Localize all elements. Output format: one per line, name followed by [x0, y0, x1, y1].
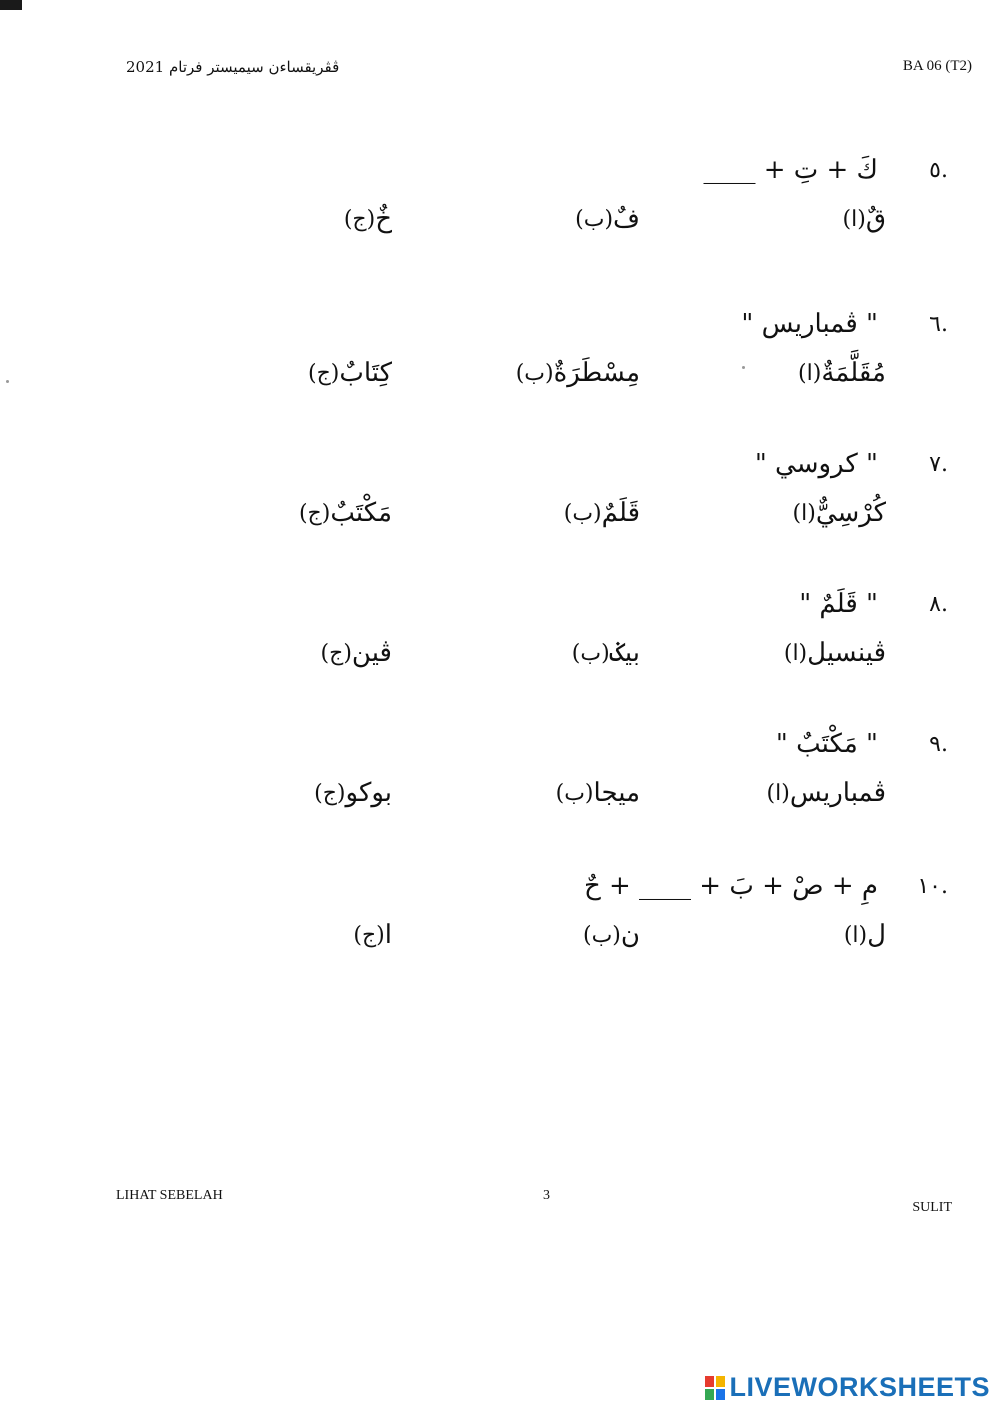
question-stem: " كروسي "	[754, 449, 878, 479]
option-text: ڤين	[351, 638, 392, 668]
header-title: ڤڤريقساءن سيميستر فرتام 2021	[126, 58, 340, 76]
question-number: .٨	[929, 591, 948, 617]
option-label: (ا)	[842, 206, 866, 232]
option-label: (ب)	[575, 206, 614, 232]
question-6	[128, 302, 948, 406]
option-text: ڤمباريس	[789, 778, 886, 808]
question-stem: " مَكْتَبٌ "	[775, 729, 878, 759]
question-number: .٩	[929, 731, 948, 757]
option-text: كُرْسِيٌّ	[815, 498, 886, 528]
option-label: (ا)	[766, 780, 790, 806]
option-text: بوكو	[345, 778, 392, 808]
option-label: (ب)	[563, 500, 602, 526]
liveworksheets-logo-icon	[705, 1376, 725, 1400]
option-b[interactable]	[559, 204, 640, 234]
option-c[interactable]	[305, 638, 392, 668]
option-label: (ب)	[583, 922, 621, 948]
option-text: مُقَلَّمَةٌ	[821, 358, 886, 388]
option-label: (ا)	[843, 922, 868, 948]
question-number: .٦	[929, 311, 948, 337]
page-number: 3	[543, 1188, 550, 1203]
option-label: (ج)	[308, 360, 340, 386]
option-text: قَلَمٌ	[601, 498, 640, 528]
option-text: كِتَابٌ	[339, 358, 392, 388]
question-stem: " قَلَمٌ "	[799, 589, 878, 619]
option-text: مِسْطَرَةٌ	[553, 358, 640, 388]
option-a[interactable]	[751, 778, 886, 808]
option-c[interactable]	[337, 920, 392, 950]
header-code: BA 06 (T2)	[902, 58, 972, 74]
option-text: ل	[867, 920, 886, 950]
scan-speck	[742, 366, 745, 369]
option-label: (ب)	[571, 640, 610, 666]
option-label: (ا)	[798, 360, 822, 386]
option-label: (ب)	[515, 360, 554, 386]
option-label: (ج)	[298, 500, 331, 526]
option-text: خٌ	[375, 204, 392, 234]
option-a[interactable]	[827, 204, 886, 234]
option-c[interactable]	[298, 778, 392, 808]
question-number: .٧	[929, 451, 948, 477]
option-label: (ب)	[555, 780, 594, 806]
question-5	[128, 148, 948, 252]
option-text: ن	[620, 920, 640, 950]
option-a[interactable]	[777, 498, 886, 528]
option-b[interactable]	[540, 778, 640, 808]
scan-edge-mark	[0, 0, 22, 10]
option-a[interactable]	[782, 358, 886, 388]
question-number: .١٠	[917, 873, 948, 899]
option-text: مَكْتَبٌ	[330, 498, 392, 528]
question-number: .٥	[929, 157, 948, 183]
option-text: ميجا	[593, 778, 640, 808]
question-8	[128, 582, 948, 686]
question-stem: " ڤمباريس "	[741, 309, 878, 339]
question-7	[128, 442, 948, 546]
option-label: (ج)	[314, 780, 346, 806]
option-c[interactable]	[292, 358, 392, 388]
option-b[interactable]	[500, 358, 640, 388]
option-label: (ج)	[320, 640, 352, 666]
option-label: (ا)	[783, 640, 808, 666]
liveworksheets-wordmark: LIVEWORKSHEETS	[729, 1372, 990, 1402]
question-10	[128, 864, 948, 968]
scan-speck	[6, 380, 9, 383]
option-b[interactable]	[556, 638, 640, 668]
option-text: ا	[384, 920, 392, 950]
option-text: قٌ	[865, 204, 886, 234]
option-b[interactable]	[548, 498, 640, 528]
option-label: (ج)	[343, 206, 376, 232]
footer-classification: SULIT	[912, 1200, 952, 1215]
option-text: ڤينسيل	[807, 638, 886, 668]
option-c[interactable]	[328, 204, 392, 234]
option-a[interactable]	[768, 638, 886, 668]
option-b[interactable]	[567, 920, 640, 950]
option-a[interactable]	[828, 920, 886, 950]
footer-continue-label: LIHAT SEBELAH	[116, 1188, 223, 1203]
liveworksheets-logo[interactable]	[705, 1372, 990, 1403]
option-text: بيݢ	[609, 638, 640, 668]
question-stem: كَ + تِ + ____	[703, 155, 878, 185]
option-text: فٌ	[613, 204, 640, 234]
question-stem: مِ + صْ + بَ + ____ + حٌ	[583, 871, 878, 901]
option-c[interactable]	[283, 498, 392, 528]
question-9	[128, 722, 948, 826]
option-label: (ج)	[353, 922, 385, 948]
option-label: (ا)	[792, 500, 816, 526]
